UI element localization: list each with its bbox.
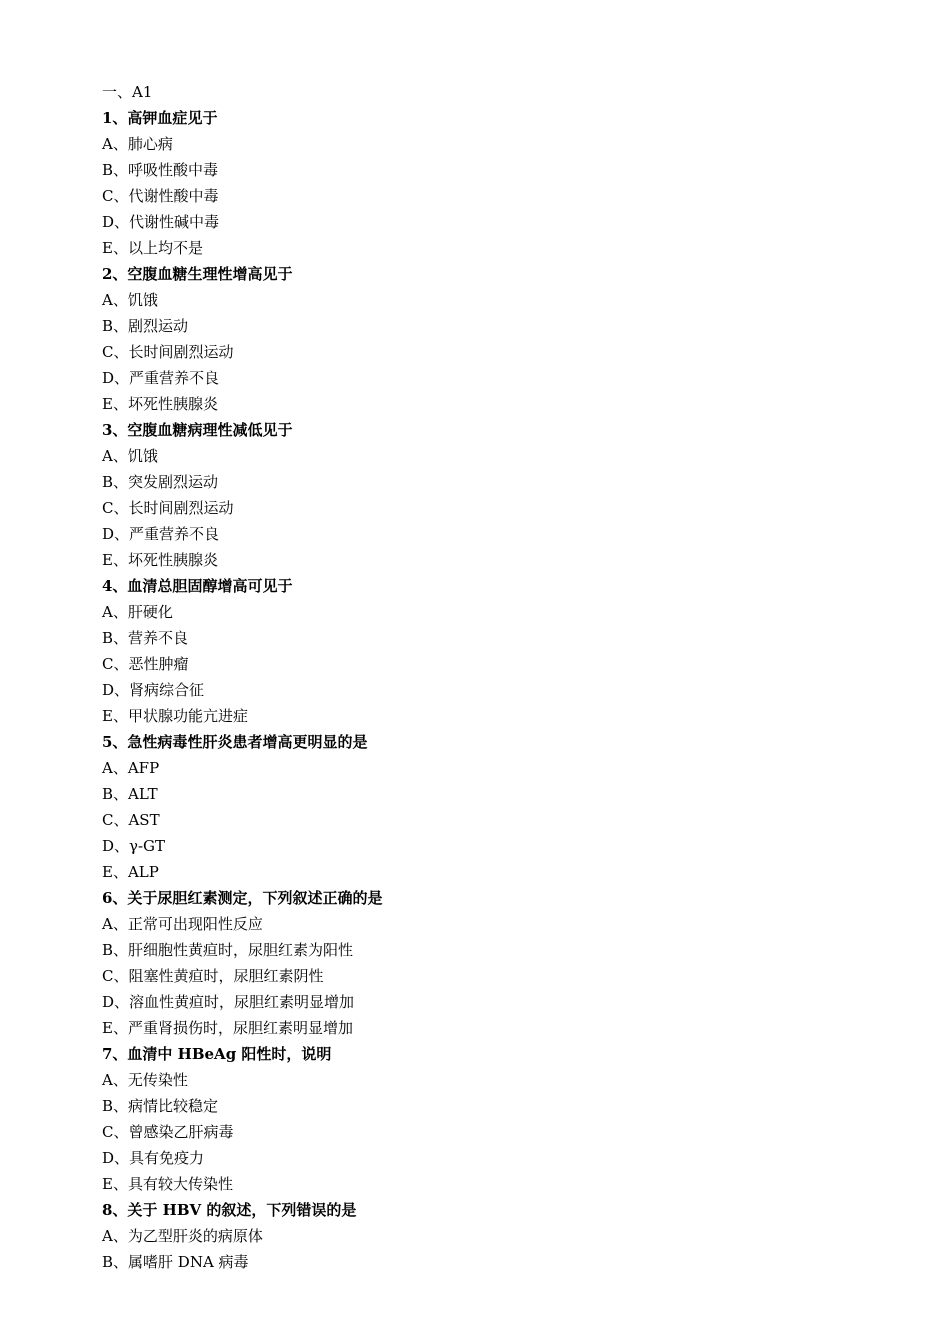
option-e: E、具有较大传染性 xyxy=(102,1175,233,1193)
option-c: C、长时间剧烈运动 xyxy=(102,499,234,517)
option-d: D、严重营养不良 xyxy=(102,369,220,387)
option-a: A、肝硬化 xyxy=(102,603,173,621)
document-page xyxy=(102,79,862,1275)
question-stem: 2、空腹血糖生理性增高见于 xyxy=(102,265,293,283)
option-d: D、溶血性黄疸时，尿胆红素明显增加 xyxy=(102,993,355,1011)
question-stem: 8、关于 HBV 的叙述，下列错误的是 xyxy=(102,1201,357,1219)
question-3 xyxy=(102,417,862,573)
question-stem: 4、血清总胆固醇增高可见于 xyxy=(102,577,293,595)
option-c: C、阻塞性黄疸时，尿胆红素阴性 xyxy=(102,967,324,985)
option-b: B、ALT xyxy=(102,785,158,803)
option-c: C、长时间剧烈运动 xyxy=(102,343,234,361)
option-c: C、曾感染乙肝病毒 xyxy=(102,1123,234,1141)
option-a: A、肺心病 xyxy=(102,135,173,153)
question-2 xyxy=(102,261,862,417)
option-e: E、ALP xyxy=(102,863,159,881)
option-e: E、甲状腺功能亢进症 xyxy=(102,707,248,725)
question-stem: 7、血清中 HBeAg 阳性时，说明 xyxy=(102,1045,332,1063)
option-c: C、AST xyxy=(102,811,160,829)
section-title: 一、A1 xyxy=(102,83,153,101)
option-c: C、恶性肿瘤 xyxy=(102,655,189,673)
question-1 xyxy=(102,105,862,261)
option-d: D、代谢性碱中毒 xyxy=(102,213,220,231)
question-stem: 6、关于尿胆红素测定，下列叙述正确的是 xyxy=(102,889,383,907)
option-c: C、代谢性酸中毒 xyxy=(102,187,219,205)
option-e: E、坏死性胰腺炎 xyxy=(102,551,218,569)
option-a: A、饥饿 xyxy=(102,291,158,309)
option-e: E、坏死性胰腺炎 xyxy=(102,395,218,413)
option-e: E、严重肾损伤时，尿胆红素明显增加 xyxy=(102,1019,353,1037)
question-stem: 1、高钾血症见于 xyxy=(102,109,218,127)
option-a: A、为乙型肝炎的病原体 xyxy=(102,1227,263,1245)
question-4 xyxy=(102,573,862,729)
option-a: A、AFP xyxy=(102,759,160,777)
question-stem: 5、急性病毒性肝炎患者增高更明显的是 xyxy=(102,733,368,751)
question-7 xyxy=(102,1041,862,1197)
question-8 xyxy=(102,1197,862,1275)
option-a: A、正常可出现阳性反应 xyxy=(102,915,263,933)
option-d: D、严重营养不良 xyxy=(102,525,220,543)
option-d: D、γ-GT xyxy=(102,837,166,855)
option-a: A、无传染性 xyxy=(102,1071,188,1089)
option-e: E、以上均不是 xyxy=(102,239,203,257)
option-b: B、呼吸性酸中毒 xyxy=(102,161,219,179)
option-b: B、突发剧烈运动 xyxy=(102,473,219,491)
question-5 xyxy=(102,729,862,885)
option-b: B、属嗜肝 DNA 病毒 xyxy=(102,1253,249,1271)
option-a: A、饥饿 xyxy=(102,447,158,465)
option-b: B、剧烈运动 xyxy=(102,317,189,335)
option-d: D、肾病综合征 xyxy=(102,681,205,699)
question-stem: 3、空腹血糖病理性减低见于 xyxy=(102,421,293,439)
question-6 xyxy=(102,885,862,1041)
option-b: B、肝细胞性黄疸时，尿胆红素为阳性 xyxy=(102,941,354,959)
option-b: B、病情比较稳定 xyxy=(102,1097,219,1115)
option-d: D、具有免疫力 xyxy=(102,1149,205,1167)
option-b: B、营养不良 xyxy=(102,629,189,647)
